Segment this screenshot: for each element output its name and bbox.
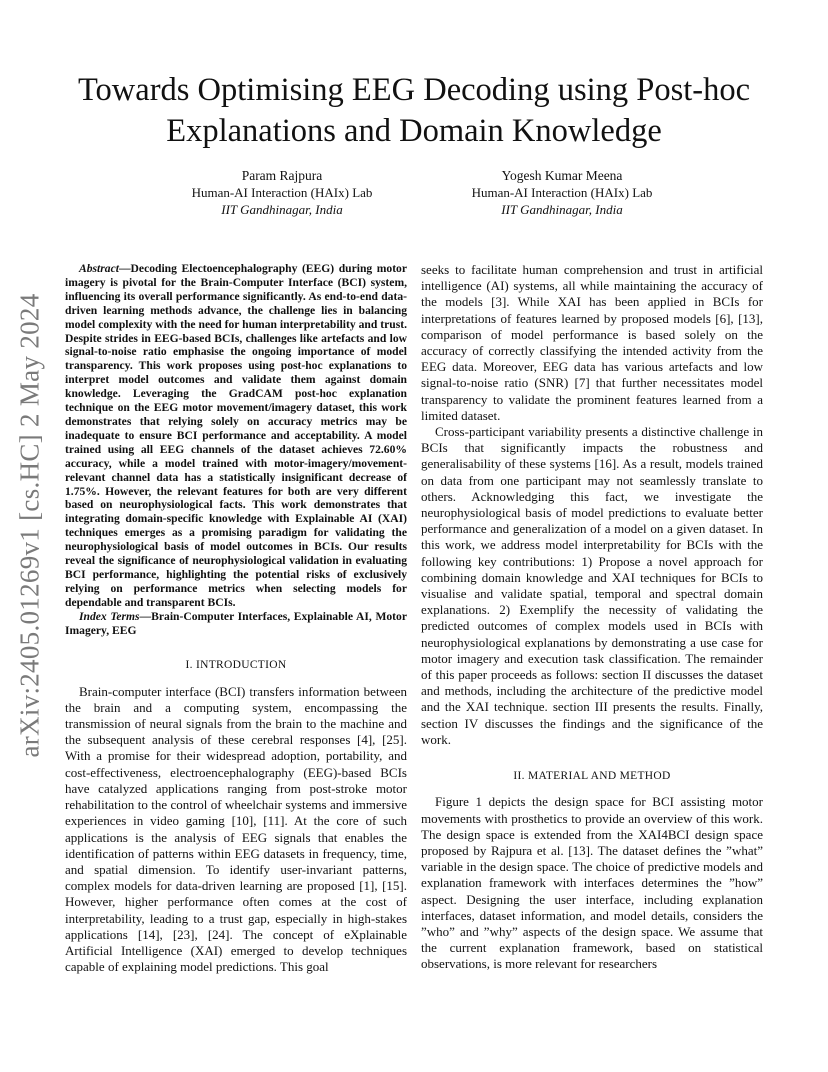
index-terms: [65, 610, 407, 638]
section-heading-introduction: I. INTRODUCTION: [185, 659, 287, 672]
arxiv-identifier: [6, 290, 54, 760]
index-terms-text: —Brain-Computer Interfaces, Explainable AI, Motor Imagery, EEG: [65, 609, 407, 637]
methods-paragraph-1: Figure 1 depicts the design space for BCI assisting motor movements with prosthetics to provide an overview of this work. The design space is extended from the XAI4BCI design space proposed by Rajpura et al. [13]. The dataset defines the ”what” variable in the design space. The choice of predictive models and explanation framework with interfaces determines the ”how” aspect. Designing the user interface, including explanation interfaces, dataset information, and model details, considers the ”who” and ”why” aspects of the design space. We assume that the current explanation framework, based on statistical observations, is more relevant for researchers: [421, 794, 763, 972]
author-affiliation: Human-AI Interaction (HAIx) Lab: [191, 185, 373, 200]
section-heading-methods: II. MATERIAL AND METHOD: [513, 770, 671, 783]
intro-paragraph-1: Brain-computer interface (BCI) transfers information between the brain and a computing system, encompassing the transmission of neural signals from the brain to the machine and the subsequent analysis of these cerebral responses [4], [25]. With a promise for their widespread adoption, portability, and cost-effectiveness, electroencephalography (EEG)-based BCIs have catalyzed applications ranging from post-stroke motor rehabilitation to the control of wheelchair systems and immersive experiences in video gaming [10], [11]. At the core of such applications is the analysis of EEG signals that enables the identification of patterns within EEG datasets in frequency, time, and spatial dimension. To identify user-invariant patterns, complex models for data-driven learning are proposed [1], [15]. However, higher performance often comes at the cost of interpretability, leading to a trust gap, especially in high-stakes applications [14], [23], [24]. The concept of eXplainable Artificial Intelligence (XAI) emerged to develop techniques capable of explaining model predictions. This goal: [65, 683, 407, 975]
author-block-2: [442, 167, 682, 218]
index-terms-lead: Index Terms: [79, 609, 140, 623]
intro-paragraph-3: Cross-participant variability presents a distinctive challenge in BCIs that significantly impacts the robustness and generalisability of these systems [16]. As a result, models trained on data from one participant may not seamlessly translate to others. Acknowledging this fact, we investigate the neurophysiological basis of model predictions to evaluate better performance and generalization of a model on a given dataset. In this work, we address model interpretability for BCIs with the following key contributions: 1) Propose a novel approach for combining domain knowledge and XAI techniques for BCIs to visualise and validate spatial, temporal and spectral domain explanations. 2) Exemplify the necessity of validating the predicted outcomes of complex models used in BCIs with neurophysiological explanations by demonstrating a use case for motor imagery and execution task classification. The remainder of this paper proceeds as follows: section II discusses the dataset and methods, including the architecture of the predictive model and the XAI technique. section III presents the results. Finally, section IV discusses the findings and the significance of the work.: [421, 424, 763, 747]
author-name: Param Rajpura: [241, 168, 323, 183]
intro-paragraph-2: seeks to facilitate human comprehension and trust in artificial intelligence (AI) systems, all while maintaining the accuracy of the models [3]. While XAI has been applied in BCIs for interpretations of features learned by proposed models [6], [13], comparison of model performance is based solely on the accuracy of correctly classifying the intended activity from the EEG data. Moreover, EEG data has various artefacts and low signal-to-noise ratio (SNR) [7] that further necessitates model transparency to validate the prominent features learned from a limited dataset.: [421, 262, 763, 423]
author-institution: IIT Gandhinagar, India: [501, 202, 623, 217]
author-institution: IIT Gandhinagar, India: [221, 202, 343, 217]
right-column: [421, 262, 763, 973]
left-column: [65, 262, 407, 975]
arxiv-identifier-text: arXiv:2405.01269v1 [cs.HC] 2 May 2024: [14, 292, 45, 758]
author-block-1: [162, 167, 402, 218]
author-affiliation: Human-AI Interaction (HAIx) Lab: [471, 185, 653, 200]
author-name: Yogesh Kumar Meena: [501, 168, 623, 183]
abstract: [65, 262, 407, 610]
abstract-lead: Abstract: [79, 262, 119, 275]
abstract-text: —Decoding Electoencephalography (EEG) during motor imagery is pivotal for the Brain-Computer Interface (BCI) system, influencing its overall performance significantly. As end-to-end data-driven learning methods advance, the challenge lies in balancing model complexity with the need for human interpretability and trust. Despite strides in EEG-based BCIs, challenges like artefacts and low signal-to-noise ratio emphasise the ongoing importance of model transparency. This work proposes using post-hoc explanations to interpret model outcomes and validate them against domain knowledge. Leveraging the GradCAM post-hoc explanation technique on the EEG motor movement/imagery dataset, this work demonstrates that relying solely on accuracy metrics may be inadequate to ensure BCI performance and acceptability. A model trained using all EEG channels of the dataset achieves 72.60% accuracy, while a model trained with motor-imagery/movement-relevant channel data has a statistically insignificant decrease of 1.75%. However, the relevant features for both are very different based on neurophysiological facts. This work demonstrates that integrating domain-specific knowledge with Explainable AI (XAI) techniques emerges as a promising paradigm for validating the neurophysiological basis of model outcomes in BCIs. Our results reveal the significance of neurophysiological validation in evaluating BCI performance, highlighting the potential risks of exclusively relying on performance metrics when selecting models for dependable and transparent BCIs.: [65, 262, 407, 609]
paper-title: Towards Optimising EEG Decoding using Post-hoc Explanations and Domain Knowledge: [77, 72, 751, 149]
